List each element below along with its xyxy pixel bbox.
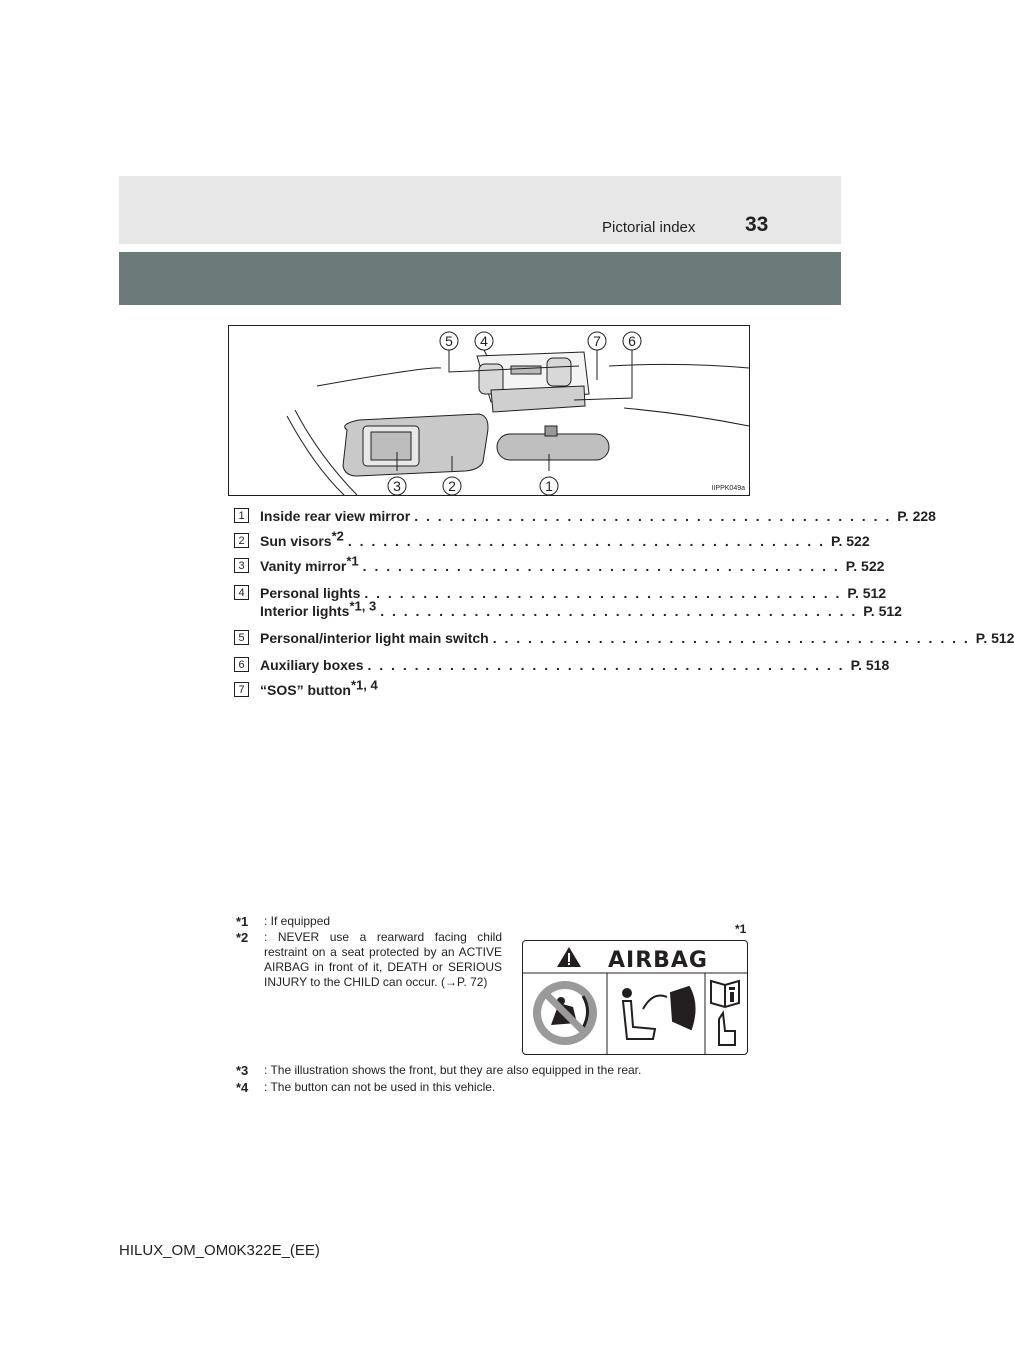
page-reference: P. 522 bbox=[845, 558, 885, 574]
callout-label: 3 bbox=[393, 478, 401, 494]
list-item bbox=[234, 677, 724, 702]
item-number: 2 bbox=[234, 533, 249, 548]
page-reference: P. 518 bbox=[850, 657, 890, 673]
page-reference: P. 512 bbox=[975, 630, 1014, 646]
airbag-title: AIRBAG bbox=[607, 948, 709, 973]
item-number: 7 bbox=[234, 682, 249, 697]
footnote-text: : The illustration shows the front, but they are also equipped in the rear. bbox=[264, 1063, 642, 1077]
callout-label: 1 bbox=[545, 478, 553, 494]
list-item: 1 Inside rear view mirror . . . . . . . . . . . . . . . . . . . . . . . . . . . . . . . . . . . . . . . . . P. 228 bbox=[234, 508, 724, 528]
item-label: Personal/interior light main switch bbox=[260, 630, 489, 646]
item-label: Auxiliary boxes bbox=[260, 657, 364, 673]
page-number: 33 bbox=[745, 213, 769, 236]
footnote-ref: *1, 4 bbox=[351, 677, 378, 693]
list-item: 2 Sun visors$^{*2}$ . . . . . . . . . . . . . . . . . . . . . . . . . . . . . . . . . . . . . . . . . P. 522 bbox=[234, 533, 724, 553]
document-code: HILUX_OM_OM0K322E_(EE) bbox=[119, 1242, 320, 1259]
footnote-ref: *2 bbox=[331, 528, 344, 544]
footnote-text: : NEVER use a rearward facing child restraint on a seat protected by an ACTIVE AIRBAG in front of it, DEATH or SERIOUS INJURY to the CHILD can occur. (→P. 72) bbox=[264, 930, 502, 989]
footnote bbox=[236, 914, 502, 929]
list-item: 5 Personal/interior light main switch . . . . . . . . . . . . . . . . . . . . . . . . . . . . . . . . . . . . . . . . . P. 512 bbox=[234, 630, 724, 650]
item-number: 5 bbox=[234, 630, 249, 645]
callout-label: 4 bbox=[480, 333, 488, 349]
item-label: Vanity mirror bbox=[260, 558, 347, 574]
footnotes bbox=[236, 914, 502, 991]
figure-code: IIPPK049a bbox=[711, 485, 745, 492]
overhead-interior-illustration bbox=[228, 325, 750, 496]
item-label: Interior lights bbox=[260, 603, 350, 619]
callout-label: 7 bbox=[593, 333, 601, 349]
header-bar bbox=[119, 176, 841, 244]
footnote-mark: *2 bbox=[236, 930, 249, 945]
page-reference: P. 228 bbox=[897, 508, 936, 524]
item-label: Personal lights bbox=[260, 585, 361, 601]
footnote bbox=[236, 1063, 756, 1078]
footnote bbox=[236, 1080, 756, 1095]
footnote-mark: *3 bbox=[236, 1063, 249, 1078]
footnote-ref: *1 bbox=[346, 553, 359, 569]
list-item: 4 Personal lights . . . . . . . . . . . . . . . . . . . . . . . . . . . . . . . . . . . . . . . . . P. 512 bbox=[234, 585, 724, 605]
section-banner bbox=[119, 252, 841, 305]
item-number: 4 bbox=[234, 585, 249, 600]
interior-line-drawing bbox=[229, 326, 749, 495]
section-title: Pictorial index bbox=[602, 219, 696, 236]
list-item: 3 Vanity mirror$^{*1}$ . . . . . . . . . . . . . . . . . . . . . . . . . . . . . . . . . . . . . . . . . P. 522 bbox=[234, 558, 724, 578]
list-item: 6 Auxiliary boxes . . . . . . . . . . . . . . . . . . . . . . . . . . . . . . . . . . . . . . . . . P. 518 bbox=[234, 657, 724, 677]
warning-triangle-icon bbox=[557, 947, 581, 967]
list-item: Interior lights$^{*1, 3}$ . . . . . . . . . . . . . . . . . . . . . . . . . . . . . . . . . . . . . . . . . P. 512 bbox=[260, 598, 902, 619]
airbag-deploy-icon bbox=[623, 987, 695, 1039]
footnote bbox=[236, 930, 502, 990]
page-reference: P. 512 bbox=[863, 603, 902, 619]
item-number: 3 bbox=[234, 558, 249, 573]
airbag-footnote-ref: *1 bbox=[735, 922, 747, 936]
item-label: Inside rear view mirror bbox=[260, 508, 411, 524]
footnote-text: : If equipped bbox=[264, 914, 331, 928]
callout-label: 6 bbox=[628, 333, 636, 349]
item-number: 1 bbox=[234, 508, 249, 523]
callout-label: 2 bbox=[448, 478, 456, 494]
airbag-label-graphic bbox=[523, 941, 747, 1054]
read-manual-icon bbox=[711, 981, 739, 1045]
item-number: 6 bbox=[234, 657, 249, 672]
footnote-text: : The button can not be used in this vehicle. bbox=[264, 1080, 496, 1094]
callout-label: 5 bbox=[445, 333, 453, 349]
footnote-ref: *1, 3 bbox=[349, 598, 377, 614]
item-label: Sun visors bbox=[260, 533, 332, 549]
page-reference: P. 512 bbox=[847, 585, 887, 601]
airbag-warning-label bbox=[522, 940, 748, 1055]
footnote-mark: *4 bbox=[236, 1080, 249, 1095]
page-reference: P. 522 bbox=[830, 533, 870, 549]
no-child-seat-icon bbox=[533, 981, 597, 1045]
item-label: “SOS” button bbox=[260, 682, 351, 698]
footnote-mark: *1 bbox=[236, 914, 249, 929]
